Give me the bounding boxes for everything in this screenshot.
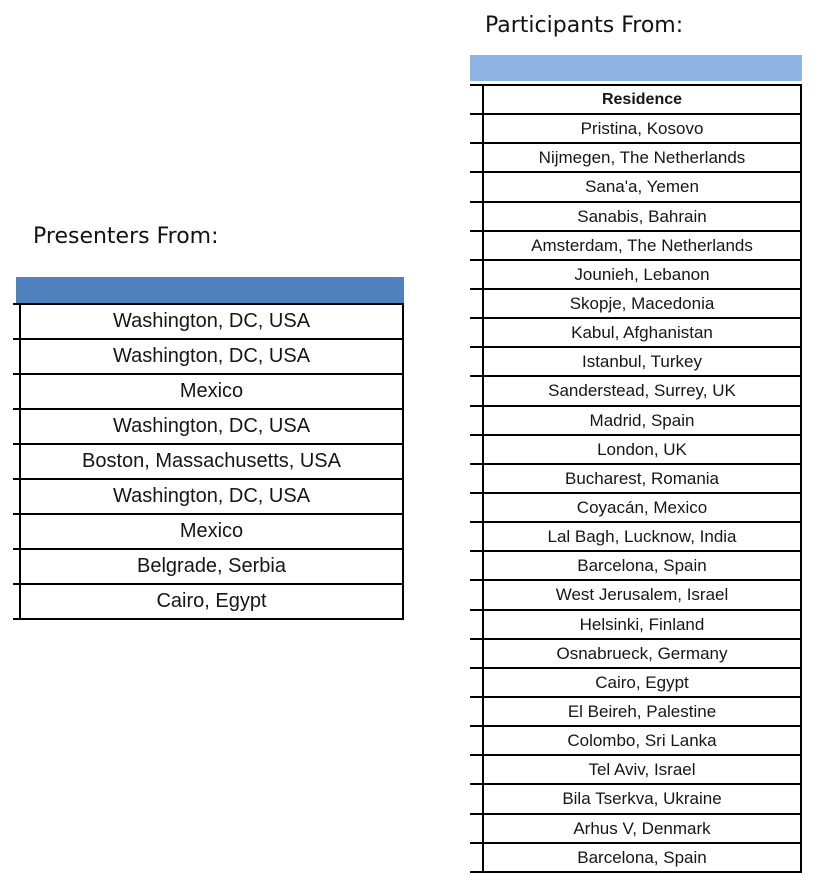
participant-location-cell: El Beireh, Palestine <box>482 698 800 725</box>
table-row <box>470 815 800 844</box>
table-row <box>470 115 800 144</box>
table-row <box>470 261 800 290</box>
gridline-tick-cell <box>470 698 482 725</box>
participant-location-cell: Istanbul, Turkey <box>482 348 800 375</box>
gridline-tick-cell <box>470 844 482 871</box>
participant-location-cell: Helsinki, Finland <box>482 611 800 638</box>
participant-location-cell: Kabul, Afghanistan <box>482 319 800 346</box>
table-row <box>470 144 800 173</box>
gridline-tick-cell <box>470 377 482 404</box>
table-row <box>470 756 800 785</box>
presenter-location-cell: Washington, DC, USA <box>19 305 402 338</box>
table-row <box>13 445 402 480</box>
table-row <box>470 698 800 727</box>
gridline-tick-cell <box>470 552 482 579</box>
participant-location-cell: Bila Tserkva, Ukraine <box>482 785 800 812</box>
residence-column-header: Residence <box>482 86 800 113</box>
gridline-tick-cell <box>470 348 482 375</box>
table-row <box>13 515 402 550</box>
gridline-tick-cell <box>470 261 482 288</box>
gridline-tick-cell <box>470 465 482 492</box>
table-row <box>13 340 402 375</box>
gridline-tick-cell <box>470 319 482 346</box>
table-row <box>470 581 800 610</box>
gridline-tick-cell <box>470 290 482 317</box>
participants-title: Participants From: <box>485 13 684 38</box>
participant-location-cell: West Jerusalem, Israel <box>482 581 800 608</box>
table-row <box>470 173 800 202</box>
presenter-location-cell: Cairo, Egypt <box>19 585 402 618</box>
participant-location-cell: Pristina, Kosovo <box>482 115 800 142</box>
table-row <box>470 377 800 406</box>
table-row <box>13 305 402 340</box>
participant-location-cell: Jounieh, Lebanon <box>482 261 800 288</box>
participant-location-cell: Sana'a, Yemen <box>482 173 800 200</box>
presenter-location-cell: Washington, DC, USA <box>19 480 402 513</box>
presenter-location-cell: Washington, DC, USA <box>19 410 402 443</box>
participant-location-cell: London, UK <box>482 436 800 463</box>
gridline-tick-cell <box>470 115 482 142</box>
participant-location-cell: Tel Aviv, Israel <box>482 756 800 783</box>
gridline-tick-cell <box>470 407 482 434</box>
table-row <box>470 844 800 871</box>
table-row <box>13 480 402 515</box>
table-row <box>470 785 800 814</box>
gridline-tick-cell <box>470 86 482 113</box>
gridline-tick-cell <box>470 173 482 200</box>
participant-location-cell: Arhus V, Denmark <box>482 815 800 842</box>
table-row <box>470 611 800 640</box>
presenters-header-bar <box>16 277 404 303</box>
table-header-row <box>470 86 800 115</box>
presenter-location-cell: Mexico <box>19 375 402 408</box>
table-row <box>13 375 402 410</box>
gridline-tick-cell <box>470 203 482 230</box>
gridline-tick-cell <box>470 232 482 259</box>
gridline-tick-cell <box>470 144 482 171</box>
presenter-location-cell: Belgrade, Serbia <box>19 550 402 583</box>
table-row <box>470 319 800 348</box>
participant-location-cell: Amsterdam, The Netherlands <box>482 232 800 259</box>
participant-location-cell: Cairo, Egypt <box>482 669 800 696</box>
table-row <box>470 727 800 756</box>
gridline-tick-cell <box>470 756 482 783</box>
table-row <box>470 436 800 465</box>
table-row <box>470 494 800 523</box>
table-row <box>470 523 800 552</box>
table-row <box>470 290 800 319</box>
table-row <box>470 669 800 698</box>
table-row <box>13 550 402 585</box>
participant-location-cell: Bucharest, Romania <box>482 465 800 492</box>
table-row <box>470 465 800 494</box>
participant-location-cell: Sanabis, Bahrain <box>482 203 800 230</box>
participant-location-cell: Skopje, Macedonia <box>482 290 800 317</box>
gridline-tick-cell <box>470 727 482 754</box>
presenter-location-cell: Mexico <box>19 515 402 548</box>
gridline-tick-cell <box>470 436 482 463</box>
gridline-tick-cell <box>470 611 482 638</box>
table-row <box>470 407 800 436</box>
gridline-tick-cell <box>470 669 482 696</box>
participants-table <box>470 84 802 873</box>
presenters-table <box>13 303 404 620</box>
table-row <box>470 552 800 581</box>
gridline-tick-cell <box>470 640 482 667</box>
participant-location-cell: Osnabrueck, Germany <box>482 640 800 667</box>
table-row <box>13 410 402 445</box>
participant-location-cell: Barcelona, Spain <box>482 552 800 579</box>
participant-location-cell: Coyacán, Mexico <box>482 494 800 521</box>
table-row <box>470 203 800 232</box>
gridline-tick-cell <box>470 581 482 608</box>
table-row <box>470 640 800 669</box>
gridline-tick-cell <box>470 815 482 842</box>
table-row <box>470 348 800 377</box>
presenter-location-cell: Washington, DC, USA <box>19 340 402 373</box>
participant-location-cell: Sanderstead, Surrey, UK <box>482 377 800 404</box>
participant-location-cell: Nijmegen, The Netherlands <box>482 144 800 171</box>
gridline-tick-cell <box>470 523 482 550</box>
presenters-title: Presenters From: <box>33 224 219 249</box>
table-row <box>13 585 402 618</box>
participant-location-cell: Barcelona, Spain <box>482 844 800 871</box>
participants-header-bar <box>470 55 802 81</box>
participant-location-cell: Lal Bagh, Lucknow, India <box>482 523 800 550</box>
gridline-tick-cell <box>470 785 482 812</box>
table-row <box>470 232 800 261</box>
participant-location-cell: Colombo, Sri Lanka <box>482 727 800 754</box>
presenter-location-cell: Boston, Massachusetts, USA <box>19 445 402 478</box>
participant-location-cell: Madrid, Spain <box>482 407 800 434</box>
gridline-tick-cell <box>470 494 482 521</box>
